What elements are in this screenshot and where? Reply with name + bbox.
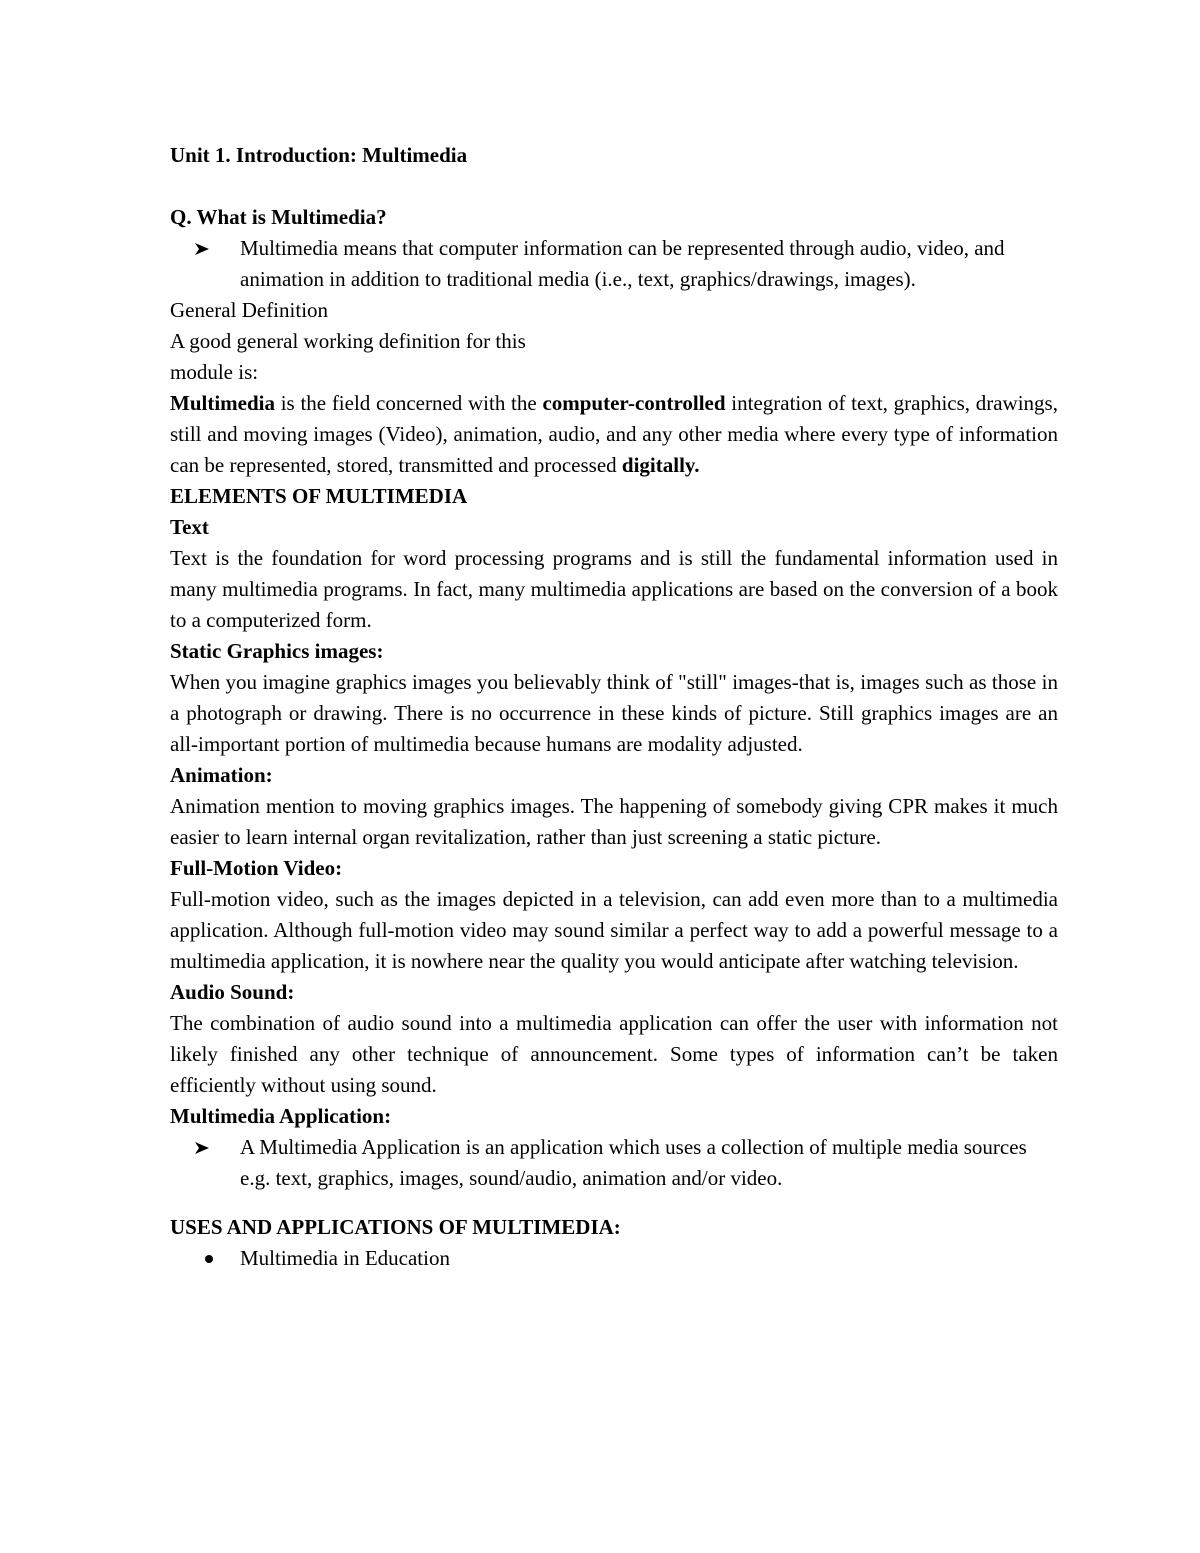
definition-emphasis: computer-controlled — [542, 391, 726, 415]
elements-heading: ELEMENTS OF MULTIMEDIA — [170, 484, 468, 508]
round-bullet-icon — [205, 1255, 213, 1263]
uses-item-text: Multimedia in Education — [240, 1246, 450, 1270]
question-heading: Q. What is Multimedia? — [170, 205, 387, 229]
general-definition-heading: General Definition — [170, 298, 329, 322]
section-body-text: Text is the foundation for word processing programs and is still the fundamental information used in many multimedia programs. In fact, many multimedia applications are based on the conversion of a book to a computerized form. — [170, 546, 1058, 632]
definition-term: Multimedia — [170, 391, 275, 415]
uses-list-item — [170, 1243, 1058, 1274]
arrow-bullet-icon — [194, 1141, 210, 1155]
uses-heading: USES AND APPLICATIONS OF MULTIMEDIA: — [170, 1215, 621, 1239]
application-heading: Multimedia Application: — [170, 1104, 392, 1128]
application-bullet-item — [170, 1132, 1058, 1194]
section-body-full-motion-video: Full-motion video, such as the images depicted in a television, can add even more than to a multimedia application. Although full-motion video may sound similar a perfect way to add a powerful message to a multimedia application, it is nowhere near the quality you would anticipate after watching television. — [170, 887, 1058, 973]
section-body-static-graphics: When you imagine graphics images you believably think of "still" images-that is, images such as those in a photograph or drawing. There is no occurrence in these kinds of picture. Still graphics images are an all-important portion of multimedia because humans are modality adjusted. — [170, 670, 1058, 756]
section-heading-animation: Animation: — [170, 763, 273, 787]
section-heading-full-motion-video: Full-Motion Video: — [170, 856, 343, 880]
application-bullet-text: A Multimedia Application is an application which uses a collection of multiple media sources e.g. text, graphics, images, sound/audio, animation and/or video. — [240, 1135, 1027, 1190]
section-heading-text: Text — [170, 515, 209, 539]
section-body-animation: Animation mention to moving graphics images. The happening of somebody giving CPR makes it much easier to learn internal organ revitalization, rather than just screening a static picture. — [170, 794, 1058, 849]
definition-paragraph — [170, 388, 1058, 481]
general-definition-line: A good general working definition for this — [170, 329, 526, 353]
section-body-audio-sound: The combination of audio sound into a multimedia application can offer the user with information not likely finished any other technique of announcement. Some types of information can’t be taken efficiently without using sound. — [170, 1011, 1058, 1097]
intro-bullet-item — [170, 233, 1058, 295]
section-heading-static-graphics: Static Graphics images: — [170, 639, 384, 663]
arrow-bullet-icon — [194, 242, 210, 256]
general-definition-line: module is: — [170, 360, 259, 384]
definition-end: digitally. — [621, 453, 700, 477]
definition-text: is the field concerned with the — [275, 391, 543, 415]
intro-bullet-text: Multimedia means that computer information can be represented through audio, video, and animation in addition to traditional media (i.e., text, graphics/drawings, images). — [240, 236, 1005, 291]
section-heading-audio-sound: Audio Sound: — [170, 980, 295, 1004]
unit-title: Unit 1. Introduction: Multimedia — [170, 143, 468, 167]
document-body — [170, 140, 1058, 1274]
definition-text: integration of text, graphics, drawings, still and moving images (Video), animation, audio, and any other media where every type of information can be represented, stored, transmitted and processed — [170, 391, 1058, 477]
